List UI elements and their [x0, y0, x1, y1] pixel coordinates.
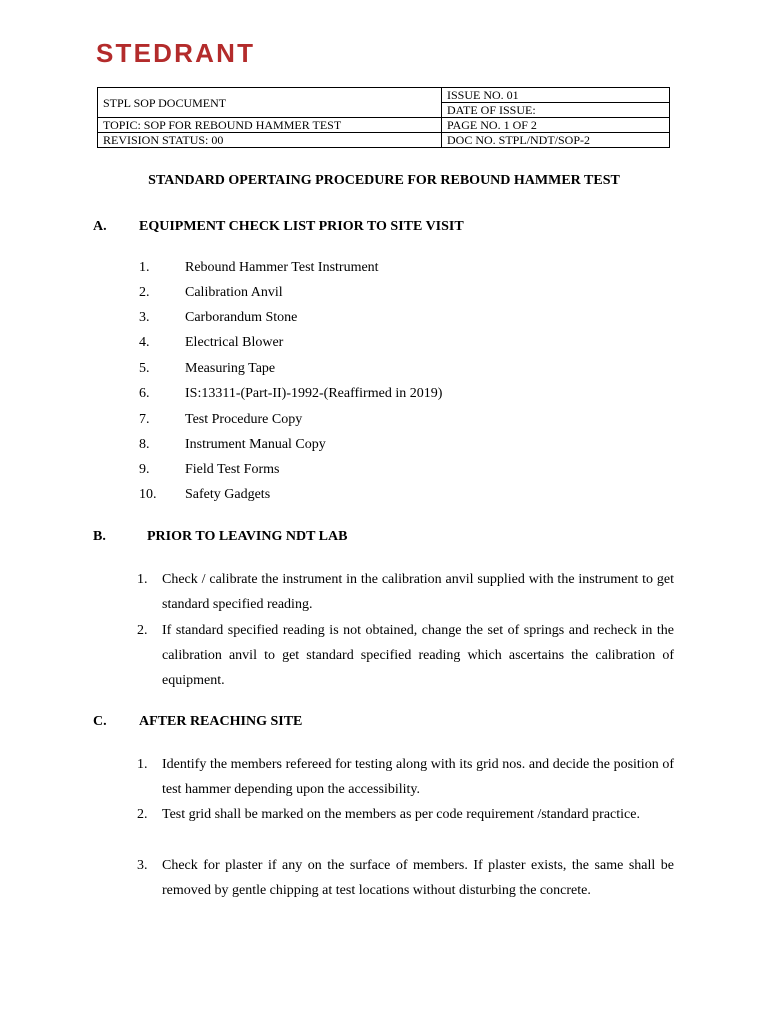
list-item-number: 9. — [139, 462, 150, 477]
list-item-text: Calibration Anvil — [185, 285, 283, 300]
list-item-text: Check for plaster if any on the surface of members. If plaster exists, the same shall be removed by gentle chipping at test locations without disturbing the concrete. — [162, 858, 674, 898]
list-item-text: If standard specified reading is not obtained, change the set of springs and recheck in the calibration anvil to get standard specified reading which ascertains the calibration of equipment. — [162, 623, 674, 688]
list-item — [0, 460, 768, 485]
list-item-number: 1. — [137, 572, 148, 587]
document-header-table — [97, 87, 670, 148]
list-item-number: 3. — [137, 858, 148, 873]
list-item-number: 5. — [139, 361, 150, 376]
list-item-number: 3. — [139, 310, 150, 325]
date-of-issue-cell: DATE OF ISSUE: — [442, 103, 670, 118]
section-c-title: AFTER REACHING SITE — [139, 714, 303, 729]
section-a-title: EQUIPMENT CHECK LIST PRIOR TO SITE VISIT — [139, 219, 464, 234]
doc-type-cell: STPL SOP DOCUMENT — [98, 88, 442, 118]
list-item-text: Measuring Tape — [185, 361, 276, 376]
list-item — [0, 283, 768, 308]
list-item-text: Test Procedure Copy — [185, 412, 303, 427]
company-logo: STEDRANT — [96, 38, 256, 68]
list-item-text: Instrument Manual Copy — [185, 437, 326, 452]
issue-no-cell: ISSUE NO. 01 — [442, 88, 670, 103]
list-item-text: Carborandum Stone — [185, 310, 298, 325]
section-c-letter: C. — [93, 714, 107, 729]
list-item — [0, 485, 768, 510]
page-no-cell: PAGE NO. 1 OF 2 — [442, 118, 670, 133]
list-item — [0, 308, 768, 333]
section-b-title: PRIOR TO LEAVING NDT LAB — [147, 529, 348, 544]
list-item-number: 2. — [139, 285, 150, 300]
list-item-text: IS:13311-(Part-II)-1992-(Reaffirmed in 2019) — [185, 386, 443, 401]
list-item-text: Rebound Hammer Test Instrument — [185, 260, 379, 275]
section-a-letter: A. — [93, 219, 107, 234]
list-item-number: 10. — [139, 487, 157, 502]
doc-no-cell: DOC NO. STPL/NDT/SOP-2 — [442, 133, 670, 148]
list-item-number: 2. — [137, 807, 148, 822]
list-item — [0, 410, 768, 435]
revision-cell: REVISION STATUS: 00 — [98, 133, 442, 148]
list-item-number: 8. — [139, 437, 150, 452]
list-item — [137, 567, 674, 617]
list-item-number: 4. — [139, 335, 150, 350]
list-item-number: 1. — [139, 260, 150, 275]
list-item-number: 6. — [139, 386, 150, 401]
list-item-text: Safety Gadgets — [185, 487, 271, 502]
list-item — [137, 618, 674, 693]
list-item — [0, 435, 768, 460]
list-item — [137, 752, 674, 802]
list-item — [0, 333, 768, 358]
list-item — [0, 258, 768, 283]
list-item-number: 1. — [137, 757, 148, 772]
list-item-number: 2. — [137, 623, 148, 638]
list-item-text: Check / calibrate the instrument in the calibration anvil supplied with the instrument to get standard specified reading. — [162, 572, 674, 612]
list-item-text: Identify the members refereed for testing along with its grid nos. and decide the position of test hammer depending upon the accessibility. — [162, 757, 674, 797]
topic-cell: TOPIC: SOP FOR REBOUND HAMMER TEST — [98, 118, 442, 133]
list-item-text: Field Test Forms — [185, 462, 280, 477]
list-item — [0, 384, 768, 409]
list-item — [0, 359, 768, 384]
list-item — [137, 802, 674, 827]
document-title: STANDARD OPERTAING PROCEDURE FOR REBOUND HAMMER TEST — [148, 173, 620, 188]
section-b-letter: B. — [93, 529, 106, 544]
list-item-number: 7. — [139, 412, 150, 427]
list-item — [137, 853, 674, 903]
list-item-text: Test grid shall be marked on the members as per code requirement /standard practice. — [162, 807, 640, 822]
list-item-text: Electrical Blower — [185, 335, 284, 350]
